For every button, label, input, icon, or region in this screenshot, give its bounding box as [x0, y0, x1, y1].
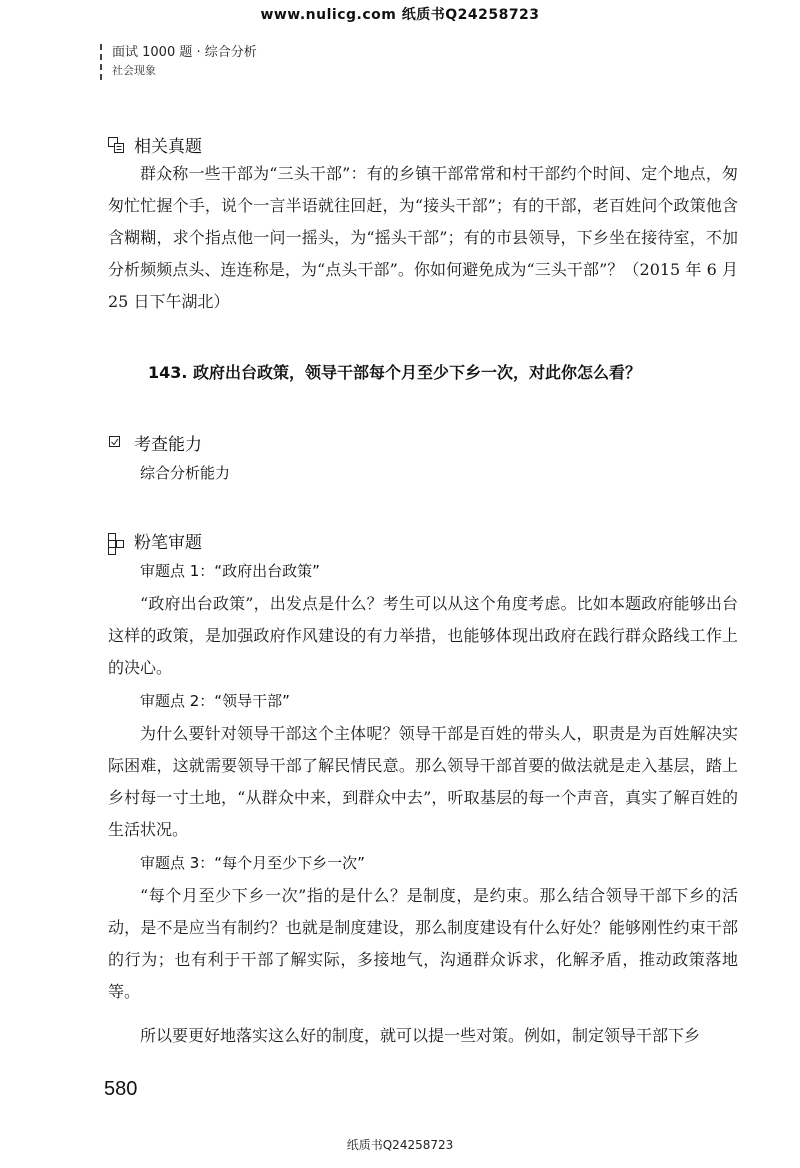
closing-paragraph: 所以要更好地落实这么好的制度，就可以提一些对策。例如，制定领导干部下乡	[140, 1026, 701, 1045]
watermark-bottom: 纸质书Q24258723	[346, 1138, 454, 1152]
watermark-top: www.nulicg.com 纸质书Q24258723	[260, 7, 540, 23]
ability-text: 综合分析能力	[140, 464, 231, 482]
analysis-point-3-text: “每个月至少下乡一次”指的是什么？是制度，是约束。那么结合领导干部下乡的活动，是不是应当有制约？也就是制度建设，那么制度建设有什么好处？能够刚性约束干部的行为；也有利于干部了解实际，多接地气，沟通群众诉求，化解矛盾，推动政策落地等。	[108, 886, 738, 1001]
analysis-point-2-label: 审题点 2：“领导干部”	[140, 692, 290, 710]
analysis-point-1-text: “政府出台政策”，出发点是什么？考生可以从这个角度考虑。比如本题政府能够出台这样的政策，是加强政府作风建设的有力举措，也能够体现出政府在践行群众路线工作上的决心。	[108, 594, 738, 677]
analysis-point-3-label: 审题点 3：“每个月至少下乡一次”	[140, 854, 365, 872]
related-questions-title: 相关真题	[134, 137, 202, 157]
analysis-point-2-text: 为什么要针对领导干部这个主体呢？领导干部是百姓的带头人，职责是为百姓解决实际困难，这就需要领导干部了解民情民意。那么领导干部首要的做法就是走入基层，踏上乡村每一寸土地，“从群众中来，到群众中去”，听取基层的每一个声音，真实了解百姓的生活状况。	[108, 724, 738, 839]
analysis-heading	[108, 528, 202, 553]
analysis-point-1-label: 审题点 1：“政府出台政策”	[140, 562, 320, 580]
related-questions-icon	[108, 137, 124, 153]
related-question-text: 群众称一些干部为“三头干部”：有的乡镇干部常常和村干部约个时间、定个地点，匆匆忙忙握个手，说个一言半语就往回赶，为“接头干部”；有的干部，老百姓问个政策他含含糊糊，求个指点他一问一摇头，为“摇头干部”；有的市县领导，下乡坐在接待室，不加分析频频点头、连连称是，为“点头干部”。你如何避免成为“三头干部”？（2015 年 6 月 25 日下午湖北）	[108, 164, 738, 311]
running-head	[100, 44, 257, 80]
ability-icon	[108, 435, 124, 451]
running-head-title: 面试 1000 题 · 综合分析	[112, 45, 257, 60]
page-number: 580	[104, 1078, 138, 1100]
ability-heading	[108, 430, 202, 455]
analysis-title: 粉笔审题	[134, 533, 202, 553]
analysis-icon	[108, 533, 124, 549]
related-questions-heading	[108, 132, 202, 157]
ability-title: 考查能力	[134, 435, 202, 455]
running-head-subtitle: 社会现象	[112, 64, 156, 77]
question-title: 143. 政府出台政策，领导干部每个月至少下乡一次，对此你怎么看？	[148, 363, 642, 382]
